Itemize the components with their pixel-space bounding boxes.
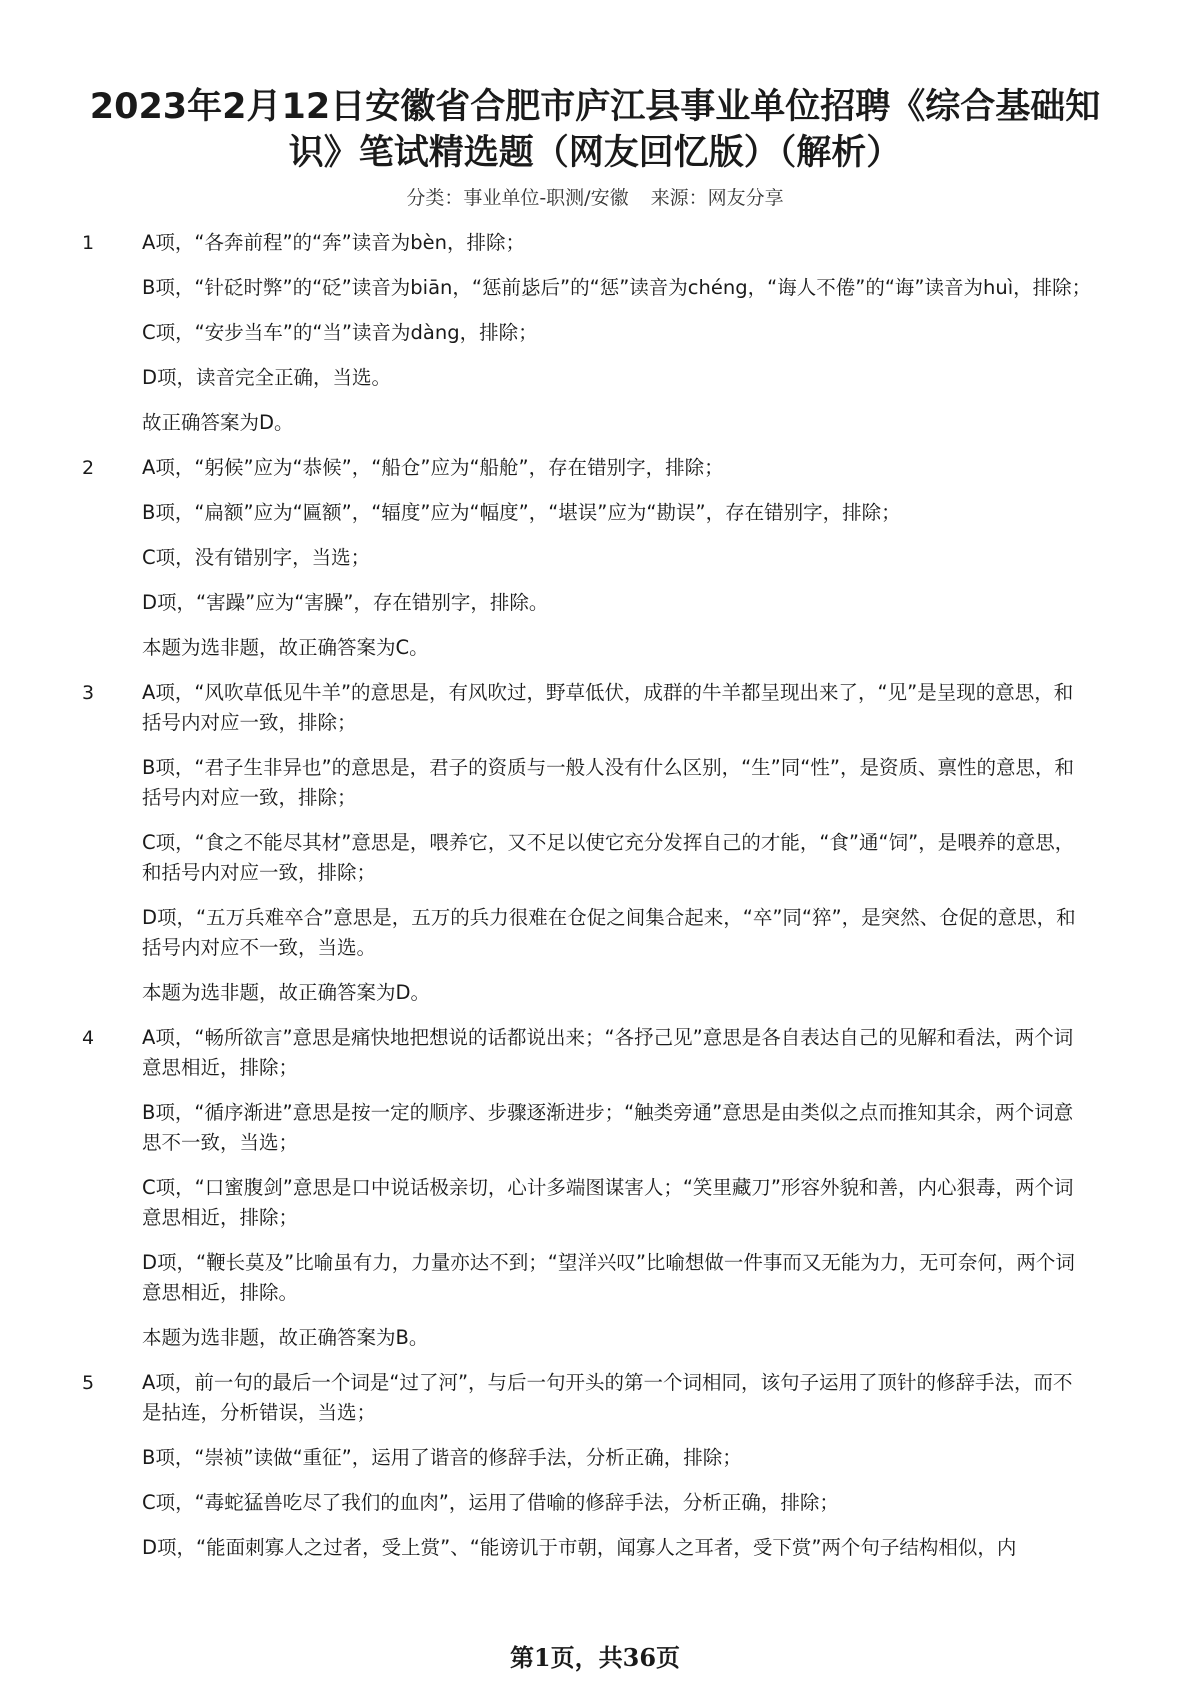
- explanation-paragraph: 本题为选非题，故正确答案为B。: [142, 1326, 429, 1349]
- question-item: [0, 1368, 1190, 1563]
- explanation-paragraph: A项，前一句的最后一个词是“过了河”，与后一句开头的第一个词相同，该句子运用了顶针的修辞手法，而不是拈连，分析错误，当选；: [142, 1371, 1073, 1424]
- question-number: 4: [82, 1027, 95, 1049]
- source-label: 来源：网友分享: [650, 187, 784, 209]
- explanation-paragraph: A项，“风吹草低见牛羊”的意思是，有风吹过，野草低伏，成群的牛羊都呈现出来了，“见”是呈现的意思，和括号内对应一致，排除；: [142, 681, 1074, 734]
- explanation-paragraph: 本题为选非题，故正确答案为D。: [142, 981, 431, 1004]
- question-item: [0, 453, 1190, 663]
- question-number: 2: [82, 457, 95, 479]
- explanation-paragraph: D项，“五万兵难卒合”意思是，五万的兵力很难在仓促之间集合起来，“卒”同“猝”，是突然、仓促的意思，和括号内对应不一致，当选。: [142, 906, 1076, 959]
- question-number: 1: [82, 232, 95, 254]
- document-meta: [0, 186, 1190, 210]
- question-item: [0, 1023, 1190, 1353]
- explanation-paragraph: C项，“毒蛇猛兽吃尽了我们的血肉”，运用了借喻的修辞手法，分析正确，排除；: [142, 1491, 839, 1514]
- explanation-paragraph: B项，“循序渐进”意思是按一定的顺序、步骤逐渐进步；“触类旁通”意思是由类似之点而推知其余，两个词意思不一致，当选；: [142, 1101, 1074, 1154]
- explanation-paragraph: 本题为选非题，故正确答案为C。: [142, 636, 429, 659]
- document-title: 2023年2月12日安徽省合肥市庐江县事业单位招聘《综合基础知识》笔试精选题（网友回忆版）（解析）: [89, 87, 1101, 173]
- explanation-paragraph: D项，“害躁”应为“害臊”，存在错别字，排除。: [142, 591, 549, 614]
- explanation-paragraph: A项，“畅所欲言”意思是痛快地把想说的话都说出来；“各抒己见”意思是各自表达自己的见解和看法，两个词意思相近，排除；: [142, 1026, 1074, 1079]
- explanation-paragraph: C项，“食之不能尽其材”意思是，喂养它，又不足以使它充分发挥自己的才能，“食”通“饲”，是喂养的意思，和括号内对应一致，排除；: [142, 831, 1075, 884]
- explanation-paragraph: 故正确答案为D。: [142, 411, 294, 434]
- explanation-paragraph: B项，“扁额”应为“匾额”，“辐度”应为“幅度”，“堪误”应为“勘误”，存在错别字，排除；: [142, 501, 901, 524]
- explanation-paragraph: B项，“君子生非异也”的意思是，君子的资质与一般人没有什么区别，“生”同“性”，是资质、禀性的意思，和括号内对应一致，排除；: [142, 756, 1074, 809]
- category-label: 分类：事业单位-职测/安徽: [406, 187, 629, 209]
- explanation-paragraph: A项，“各奔前程”的“奔”读音为bèn，排除；: [142, 231, 525, 254]
- explanation-paragraph: C项，“口蜜腹剑”意思是口中说话极亲切，心计多端图谋害人；“笑里藏刀”形容外貌和善，内心狠毒，两个词意思相近，排除；: [142, 1176, 1074, 1229]
- explanation-paragraph: C项，没有错别字，当选；: [142, 546, 371, 569]
- question-list: [0, 228, 1190, 1578]
- question-item: [0, 228, 1190, 438]
- explanation-paragraph: D项，读音完全正确，当选。: [142, 366, 392, 389]
- question-number: 5: [82, 1372, 95, 1394]
- explanation-paragraph: D项，“能面刺寡人之过者，受上赏”、“能谤讥于市朝，闻寡人之耳者，受下赏”两个句子结构相似，内: [142, 1536, 1017, 1559]
- explanation-paragraph: A项，“躬候”应为“恭候”，“船仓”应为“船舱”，存在错别字，排除；: [142, 456, 724, 479]
- explanation-paragraph: B项，“崇祯”读做“重征”，运用了谐音的修辞手法，分析正确，排除；: [142, 1446, 742, 1469]
- explanation-paragraph: D项，“鞭长莫及”比喻虽有力，力量亦达不到；“望洋兴叹”比喻想做一件事而又无能为力，无可奈何，两个词意思相近，排除。: [142, 1251, 1075, 1304]
- page-number: 第1页，共36页: [509, 1643, 681, 1672]
- explanation-paragraph: B项，“针砭时弊”的“砭”读音为biān，“惩前毖后”的“惩”读音为chéng，“诲人不倦”的“诲”读音为huì，排除；: [142, 276, 1092, 299]
- explanation-paragraph: C项，“安步当车”的“当”读音为dàng，排除；: [142, 321, 538, 344]
- question-number: 3: [82, 682, 95, 704]
- question-item: [0, 678, 1190, 1008]
